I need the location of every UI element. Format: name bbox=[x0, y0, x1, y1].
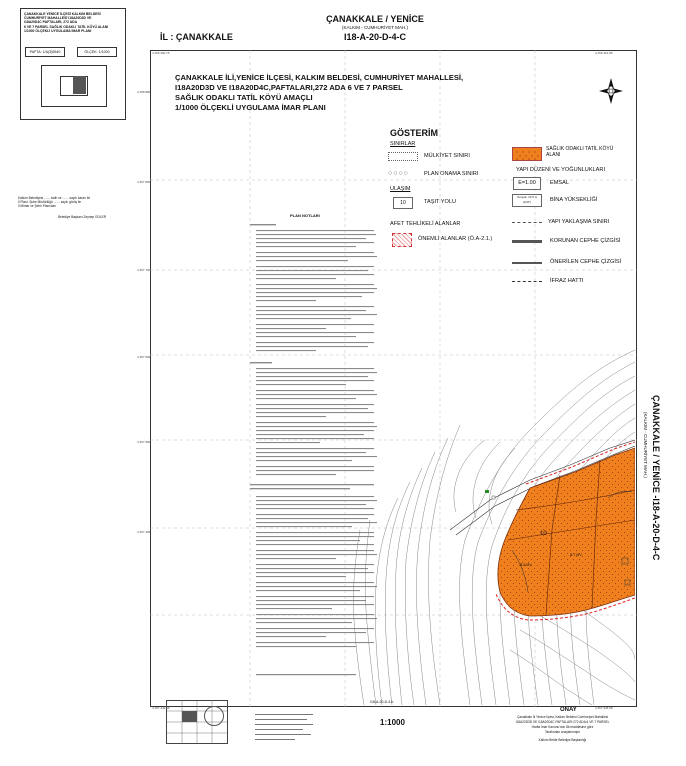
legend-saglik: SAĞLIK ODAKLI TATİL KÖYÜ ALANI bbox=[546, 146, 614, 158]
legend-section-ulasim: ULAŞIM bbox=[390, 186, 411, 192]
pafta-no: PAFTA: 1/A(3)5540 bbox=[25, 47, 65, 57]
coord-left: 4 457 700 bbox=[137, 268, 151, 272]
plan-title: ÇANAKKALE İLİ,YENİCE İLÇESİ, KALKIM BELDESİ, CUMHURİYET MAHALLESİ, I18A20D3D VE I18A20D4C,PAFTALARI,272 ADA 6 VE 7 PARSEL SAĞLIK ODAKLI TATİL KÖYÜ AMAÇLI 1/1000 ÖLÇEKLİ UYGULAMA İMAR PLANI bbox=[175, 73, 464, 112]
legend-section-sinirlar: SINIRLAR bbox=[390, 141, 416, 147]
legend-ifraz: İFRAZ HATTI bbox=[550, 278, 584, 284]
bina-swatch: Yençok: 12.5 m (KAT) bbox=[512, 194, 542, 207]
left-notes: Kalkım Belediyesi ....... tarih ve ....... sayılı kararı ile İl Planl. Şube Müdürlüğü ....... sayılı görüş ile İl Mimar ve Şehir Plancıları Belediye Başkanı Zeynep GÜLER bbox=[18, 196, 107, 219]
road-width-label: 10 bbox=[540, 531, 547, 537]
coord-left: 4 457 500 bbox=[137, 440, 151, 444]
legend-title: GÖSTERİM bbox=[390, 128, 439, 138]
index-map bbox=[41, 65, 107, 107]
legend-korunan: KORUNAN CEPHE ÇİZGİSİ bbox=[550, 238, 621, 244]
legend-tasit: TAŞIT YOLU bbox=[424, 199, 457, 205]
plan-onama-swatch: ○○○○ bbox=[388, 170, 416, 177]
emsal-swatch: E=1.00 bbox=[513, 177, 541, 190]
adjacent-sheet-label: I18-A-20-D-4-b bbox=[370, 700, 394, 704]
title-block bbox=[20, 8, 126, 120]
onay-title: ONAY bbox=[560, 707, 577, 713]
legend-plan-onama: PLAN ONAMA SINIRI bbox=[424, 171, 479, 177]
terrain-map bbox=[230, 330, 635, 705]
korunan-swatch bbox=[512, 240, 542, 243]
onay-block: Çanakkale İli Yenice İlçesi, Kalkım Beldesi Cumhuriyet Mahallesi I18A20D3D VE I18A20D4C PAFTALARI 272 ADA 6 VE 7 PARSEL Harita İmar Kanunu'nun 8b maddesine göre Tarafından onaylanmıştır Kalkım Belde Belediye Başkanlığı bbox=[515, 715, 610, 742]
side-title: ÇANAKKALE / YENİCE -I18-A-20-D-4-C bbox=[651, 395, 661, 561]
coord-bottom-left: 4 457 342.56 bbox=[152, 706, 170, 710]
legend-yapi-duzeni: YAPI DÜZENİ VE YOĞUNLUKLARI bbox=[516, 167, 606, 173]
sheet-number: I18-A-20-D-4-C bbox=[343, 32, 406, 42]
legend-yapi-yaklasma: YAPI YAKLAŞMA SINIRI bbox=[548, 219, 610, 225]
scale-box: ÖLÇEK: 1/1000 bbox=[77, 47, 117, 57]
onerilen-swatch bbox=[512, 262, 542, 264]
mulkiyet-swatch bbox=[388, 152, 418, 161]
scale-label: 1:1000 bbox=[380, 718, 405, 727]
map-subplace: (KALKIM - CUMHURİYET MAH.) bbox=[342, 25, 408, 30]
legend-bina: BİNA YÜKSEKLİĞİ bbox=[550, 197, 598, 203]
saglik-swatch bbox=[512, 147, 542, 161]
compass-rose-icon bbox=[204, 706, 224, 726]
legend-onemli: ÖNEMLİ ALANLAR (Ö.A-2.1.) bbox=[418, 236, 493, 242]
province-label: İL : ÇANAKKALE bbox=[160, 32, 233, 42]
coord-left: 4 457 400 bbox=[137, 530, 151, 534]
map-place-title: ÇANAKKALE / YENİCE bbox=[326, 14, 424, 24]
title-block-text: ÇANAKKALE YENİCE İLÇESİ KALKIM BELDESİ CUMHURİYET MAHALLESİ I18A20D3D VE I18A20D4C PAFTALARI, 272 ADA 6 VE 7 PARSEL SAĞLIK ODAKLI TATİL KÖYÜ ALANI 1/1000 ÖLÇEKLİ UYGULAMA İMAR PLANI bbox=[24, 12, 109, 33]
onemli-swatch bbox=[392, 233, 412, 247]
parcel-label-a: B-6 MV bbox=[520, 563, 532, 567]
ifraz-swatch bbox=[512, 281, 542, 283]
legend-mulkiyet: MÜLKİYET SINIRI bbox=[424, 153, 470, 159]
legend-emsal: EMSAL bbox=[550, 180, 569, 186]
coord-left: 4 458 880 bbox=[137, 90, 151, 94]
coord-bottom-right: 4 457 346.58 bbox=[595, 706, 613, 710]
coord-left: 4 457 800 bbox=[137, 180, 151, 184]
legend-onerilen: ÖNERİLEN CEPHE ÇİZGİSİ bbox=[550, 259, 622, 265]
coord-top-right: 4 456 316.85 bbox=[595, 51, 613, 55]
coord-top-left: 4 456 300.75 bbox=[152, 51, 170, 55]
tasit-swatch: 10 bbox=[393, 197, 413, 209]
legend-afet: AFET TEHLİKELİ ALANLAR bbox=[390, 221, 461, 227]
north-arrow-icon bbox=[598, 76, 624, 106]
yapi-yaklasma-swatch bbox=[512, 222, 542, 224]
coord-left: 4 457 600 bbox=[137, 355, 151, 359]
side-subtitle: (KALKIM - CUMHURİYET MAH.) bbox=[643, 412, 648, 478]
parcel-label-b: B-7 MV bbox=[570, 553, 582, 557]
notes-title: PLAN NOTLARI bbox=[290, 213, 320, 218]
